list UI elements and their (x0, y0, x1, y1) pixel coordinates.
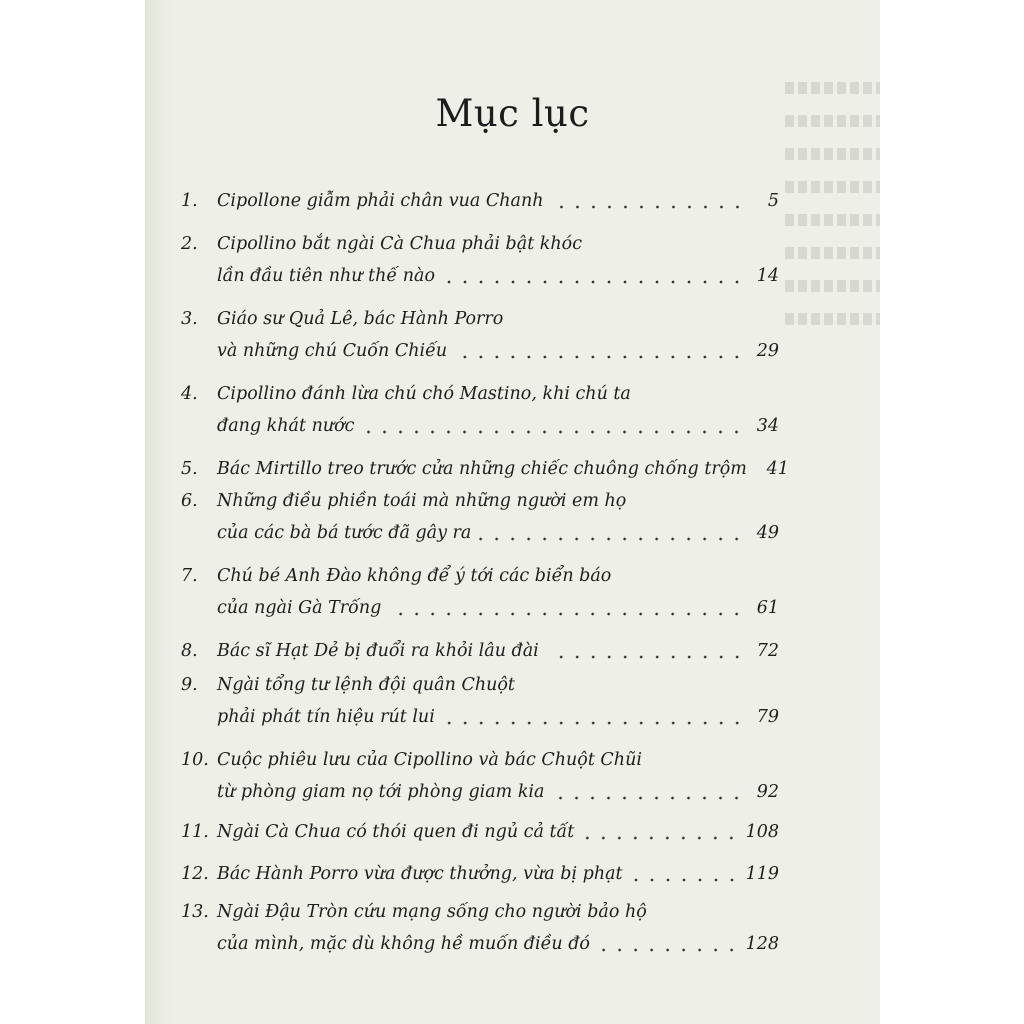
toc-entry (181, 896, 779, 960)
toc-entry-title-line: Giáo sư Quả Lê, bác Hành Porro (217, 309, 504, 329)
toc-entry-title: từ phòng giam nọ tới phòng giam kia (217, 782, 545, 802)
toc-entry-title-line: Cipollino đánh lừa chú chó Mastino, khi chú ta (217, 384, 631, 404)
toc-entry-title: lần đầu tiên như thế nào (217, 266, 435, 286)
toc-entry-title: của mình, mặc dù không hề muốn điều đó (217, 934, 590, 954)
toc-entry-text (217, 185, 779, 217)
toc-entry (181, 453, 789, 485)
toc-entry-last-line (217, 858, 779, 890)
toc-entry-title: Bác Hành Porro vừa được thưởng, vừa bị phạt (217, 864, 623, 884)
toc-entry-last-line (217, 185, 779, 217)
dot-leader (479, 534, 745, 544)
toc-entry-number: 11. (181, 822, 209, 842)
dot-leader (631, 875, 740, 885)
toc-entry-number: 4. (181, 384, 198, 404)
toc-entry-number: 6. (181, 491, 198, 511)
toc-entry-number: 5. (181, 459, 198, 479)
toc-entry-number: 7. (181, 566, 198, 586)
toc-page-number: 41 (766, 459, 789, 479)
toc-entry-last-line (217, 260, 779, 292)
toc-entry-title: đang khát nước (217, 416, 355, 436)
toc-entry (181, 378, 779, 442)
toc-entry-text (217, 228, 779, 292)
toc-entry-last-line (217, 453, 789, 485)
toc-entry-number: 8. (181, 641, 198, 661)
table-of-contents (181, 185, 789, 960)
dot-leader (547, 652, 745, 662)
toc-entry (181, 669, 779, 733)
toc-page-number: 49 (756, 523, 779, 543)
toc-entry-text (217, 560, 779, 624)
dot-leader (552, 793, 745, 803)
toc-entry-number: 2. (181, 234, 198, 254)
toc-page-number: 5 (767, 191, 779, 211)
dot-leader (443, 718, 745, 728)
toc-entry-last-line (217, 335, 779, 367)
toc-entry (181, 635, 779, 667)
toc-entry (181, 816, 779, 848)
toc-entry-text (217, 744, 779, 808)
toc-entry-title-line: Ngài Đậu Tròn cứu mạng sống cho người bảo hộ (217, 902, 647, 922)
toc-page-number: 128 (745, 934, 779, 954)
toc-entry-title: phải phát tín hiệu rút lui (217, 707, 435, 727)
toc-page-number: 72 (756, 641, 779, 661)
toc-entry (181, 744, 779, 808)
toc-entry (181, 228, 779, 292)
toc-entry-text (217, 896, 779, 960)
toc-entry-text (217, 858, 779, 890)
toc-entry-number: 12. (181, 864, 209, 884)
book-page (145, 0, 880, 1024)
toc-entry-title: Cipollone giẫm phải chân vua Chanh (217, 191, 544, 211)
toc-entry-last-line (217, 928, 779, 960)
toc-page-number: 108 (745, 822, 779, 842)
toc-entry-title-line: Cipollino bắt ngài Cà Chua phải bật khóc (217, 234, 583, 254)
toc-entry-last-line (217, 776, 779, 808)
toc-entry-title: của các bà bá tước đã gây ra (217, 523, 472, 543)
toc-entry-number: 1. (181, 191, 198, 211)
toc-entry-title: của ngài Gà Trống (217, 598, 382, 618)
dot-leader (598, 945, 740, 955)
toc-entry-number: 3. (181, 309, 198, 329)
toc-entry-last-line (217, 517, 779, 549)
page-title: Mục lục (435, 92, 590, 135)
toc-entry-last-line (217, 816, 779, 848)
toc-entry-number: 10. (181, 750, 209, 770)
toc-entry (181, 303, 779, 367)
toc-page-number: 29 (756, 341, 779, 361)
toc-entry (181, 560, 779, 624)
toc-entry-title-line: Chú bé Anh Đào không để ý tới các biển báo (217, 566, 612, 586)
toc-entry-last-line (217, 701, 779, 733)
toc-entry-text (217, 669, 779, 733)
toc-entry-number: 9. (181, 675, 198, 695)
dot-leader (582, 833, 739, 843)
toc-page-number: 14 (756, 266, 779, 286)
toc-entry-title: Bác sĩ Hạt Dẻ bị đuổi ra khỏi lâu đài (217, 641, 539, 661)
toc-entry-last-line (217, 410, 779, 442)
toc-entry-number: 13. (181, 902, 209, 922)
toc-entry-title-line: Cuộc phiêu lưu của Cipollino và bác Chuột Chũi (217, 750, 642, 770)
toc-entry (181, 485, 779, 549)
toc-entry-text (217, 453, 789, 485)
toc-entry-title-line: Ngài tổng tư lệnh đội quân Chuột (217, 675, 515, 695)
toc-page-number: 61 (756, 598, 779, 618)
toc-entry-text (217, 378, 779, 442)
toc-entry-title: Bác Mirtillo treo trước cửa những chiếc chuông chống trộm (217, 459, 747, 479)
toc-entry-title-line: Những điều phiền toái mà những người em họ (217, 491, 627, 511)
toc-entry-last-line (217, 635, 779, 667)
dot-leader (443, 277, 745, 287)
toc-entry-text (217, 816, 779, 848)
dot-leader (362, 427, 745, 437)
toc-entry-last-line (217, 592, 779, 624)
toc-page-number: 92 (756, 782, 779, 802)
page-gutter-shadow (145, 0, 173, 1024)
toc-page-number: 34 (756, 416, 779, 436)
dot-leader (455, 352, 745, 362)
toc-entry-text (217, 485, 779, 549)
toc-entry-title: Ngài Cà Chua có thói quen đi ngủ cả tất (217, 822, 575, 842)
toc-page-number: 79 (756, 707, 779, 727)
dot-leader (552, 202, 745, 212)
dot-leader (389, 609, 745, 619)
toc-entry-text (217, 303, 779, 367)
toc-entry-title: và những chú Cuốn Chiếu (217, 341, 448, 361)
toc-entry (181, 185, 779, 217)
toc-page-number: 119 (745, 864, 779, 884)
toc-entry-text (217, 635, 779, 667)
toc-entry (181, 858, 779, 890)
